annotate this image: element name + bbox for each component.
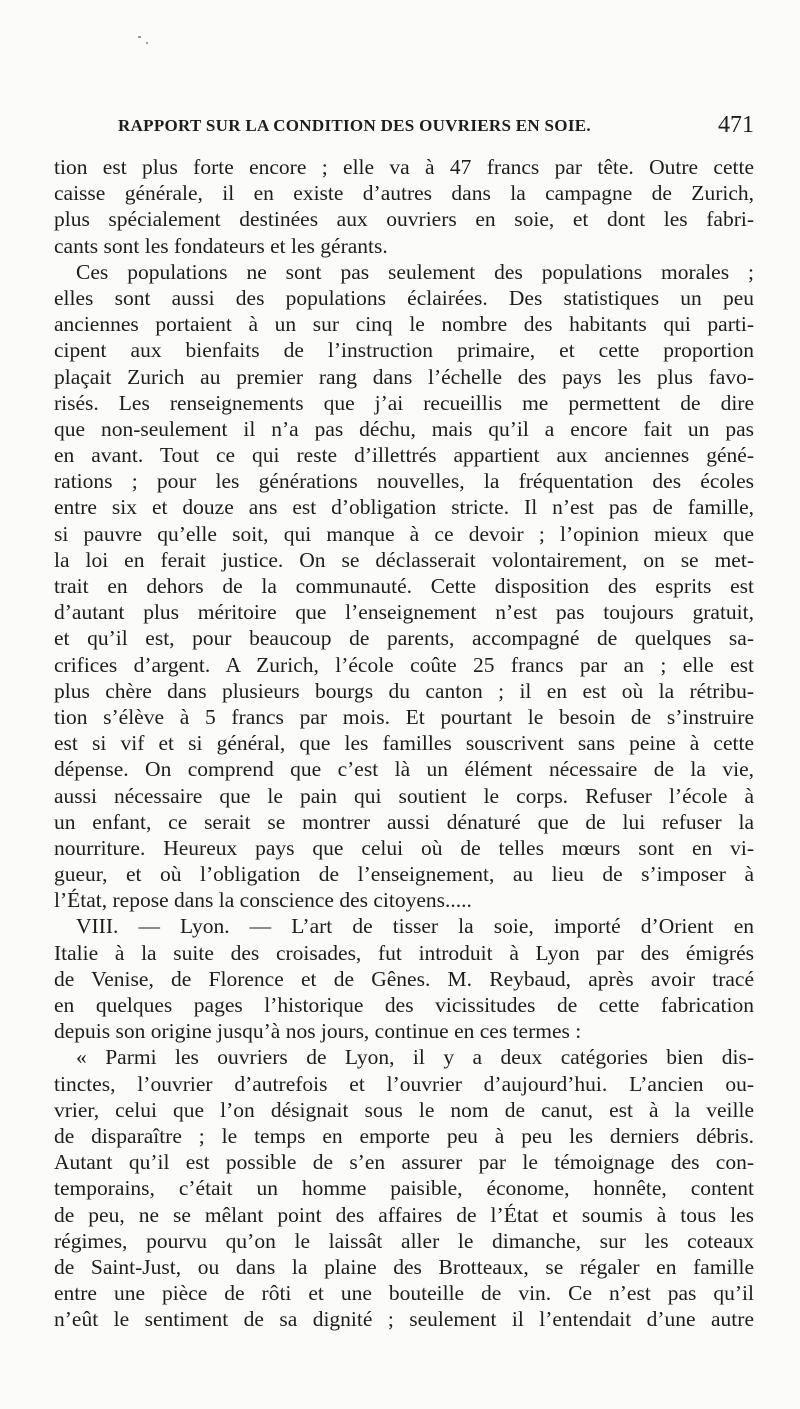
paper-speck bbox=[146, 42, 148, 44]
page-header bbox=[118, 112, 754, 146]
text-line-15: si pauvre qu’elle soit, qui manque à ce devoir ; l’opinion mieux que bbox=[54, 521, 754, 546]
text-line-40: temporains, c’était un homme paisible, économe, honnête, content bbox=[54, 1176, 754, 1201]
text-line-45: n’eût le sentiment de sa dignité ; seulement il l’entendait d’une autre bbox=[54, 1307, 754, 1332]
text-line-36: tinctes, l’ouvrier d’autrefois et l’ouvrier d’aujourd’hui. L’ancien ou- bbox=[54, 1071, 754, 1096]
text-line-17: trait en dehors de la communauté. Cette disposition des esprits est bbox=[54, 574, 754, 598]
text-line-11: que non-seulement il n’a pas déchu, mais qu’il a encore fait un pas bbox=[54, 416, 754, 441]
text-line-33: en quelques pages l’historique des vicissitudes de cette fabrication bbox=[54, 993, 754, 1017]
text-line-14: entre six et douze ans est d’obligation stricte. Il n’est pas de famille, bbox=[54, 495, 754, 520]
text-line-20: crifices d’argent. A Zurich, l’école coûte 25 francs par an ; elle est bbox=[54, 652, 754, 677]
text-line-27: nourriture. Heureux pays que celui où de telles mœurs sont en vi- bbox=[54, 835, 754, 860]
text-line-4: cants sont les fondateurs et les gérants. bbox=[54, 233, 388, 258]
text-line-29: l’État, repose dans la conscience des citoyens..... bbox=[54, 888, 472, 913]
text-line-41: de peu, ne se mêlant point des affaires de l’État et soumis à tous les bbox=[54, 1202, 754, 1227]
text-line-24: dépense. On comprend que c’est là un élément nécessaire de la vie, bbox=[54, 757, 754, 782]
text-line-26: un enfant, ce serait se montrer aussi dénaturé que de lui refuser la bbox=[54, 809, 754, 834]
text-line-6: elles sont aussi des populations éclairées. Des statistiques un peu bbox=[54, 285, 754, 310]
text-line-21: plus chère dans plusieurs bourgs du canton ; il en est où la rétribu- bbox=[54, 678, 754, 703]
text-line-44: entre une pièce de rôti et une bouteille de vin. Ce n’est pas qu’il bbox=[54, 1281, 754, 1306]
text-line-34: depuis son origine jusqu’à nos jours, continue en ces termes : bbox=[54, 1019, 582, 1044]
text-line-23: est si vif et si général, que les familles souscrivent sans peine à cette bbox=[54, 731, 754, 756]
text-line-18: d’autant plus méritoire que l’enseignement n’est pas toujours gratuit, bbox=[54, 600, 754, 625]
text-line-28: gueur, et où l’obligation de l’enseignement, au lieu de s’imposer à bbox=[54, 862, 754, 887]
text-line-3: plus spécialement destinées aux ouvriers en soie, et dont les fabri- bbox=[54, 207, 754, 232]
text-line-22: tion s’élève à 5 francs par mois. Et pourtant le besoin de s’instruire bbox=[54, 704, 754, 729]
page-number: 471 bbox=[718, 112, 754, 138]
text-line-25: aussi nécessaire que le pain qui soutient le corps. Refuser l’école à bbox=[54, 783, 754, 808]
text-line-42: régimes, pourvu qu’on le laissât aller le dimanche, sur les coteaux bbox=[54, 1228, 754, 1253]
text-line-39: Autant qu’il est possible de s’en assurer par le témoignage des con- bbox=[54, 1150, 754, 1175]
text-line-16: la loi en ferait justice. On se déclasserait volontairement, on se met- bbox=[54, 547, 754, 572]
text-line-5: Ces populations ne sont pas seulement des populations morales ; bbox=[76, 259, 754, 284]
paper-speck bbox=[138, 36, 141, 38]
text-line-2: caisse générale, il en existe d’autres dans la campagne de Zurich, bbox=[54, 181, 754, 206]
text-line-9: plaçait Zurich au premier rang dans l’échelle des pays les plus favo- bbox=[54, 364, 754, 389]
text-line-32: de Venise, de Florence et de Gênes. M. Reybaud, après avoir tracé bbox=[54, 966, 754, 991]
section-heading-line: VIII. — Lyon. — L’art de tisser la soie, importé d’Orient en bbox=[76, 914, 754, 939]
text-line-12: en avant. Tout ce qui reste d’illettrés appartient aux anciennes géné- bbox=[54, 443, 754, 468]
text-line-19: et qu’il est, pour beaucoup de parents, accompagné de quelques sa- bbox=[54, 626, 754, 651]
body-text bbox=[54, 154, 754, 1332]
text-line-43: de Saint-Just, ou dans la plaine des Brotteaux, se régaler en famille bbox=[54, 1254, 754, 1279]
text-line-37: vrier, celui que l’on désignait sous le nom de canut, est à la veille bbox=[54, 1097, 754, 1122]
text-line-8: cipent aux bienfaits de l’instruction primaire, et cette proportion bbox=[54, 338, 754, 363]
text-line-31: Italie à la suite des croisades, fut introduit à Lyon par des émigrés bbox=[54, 940, 754, 965]
text-line-10: risés. Les renseignements que j’ai recueillis me permettent de dire bbox=[54, 390, 754, 415]
text-line-35: « Parmi les ouvriers de Lyon, il y a deux catégories bien dis- bbox=[76, 1045, 754, 1070]
text-line-38: de disparaître ; le temps en emporte peu à peu les derniers débris. bbox=[54, 1123, 754, 1148]
running-head: RAPPORT SUR LA CONDITION DES OUVRIERS EN SOIE. bbox=[118, 116, 591, 135]
text-line-1: tion est plus forte encore ; elle va à 47 francs par tête. Outre cette bbox=[54, 155, 754, 179]
text-line-7: anciennes portaient à un sur cinq le nombre des habitants qui parti- bbox=[54, 312, 754, 337]
text-line-13: rations ; pour les générations nouvelles, la fréquentation des écoles bbox=[54, 469, 754, 494]
